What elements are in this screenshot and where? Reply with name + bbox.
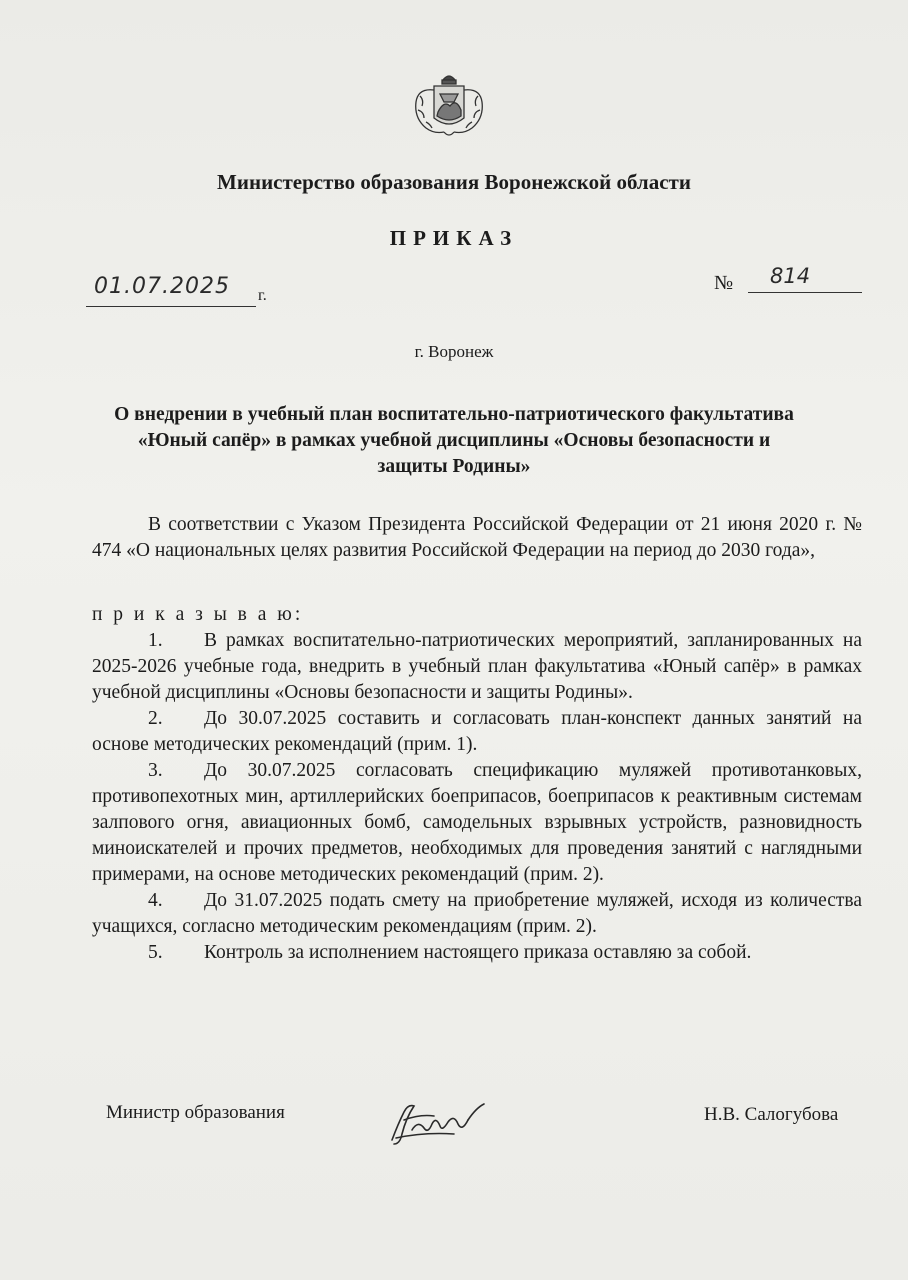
preamble: В соответствии с Указом Президента Российской Федерации от 21 июня 2020 г. № 474 «О национальных целях развития Российской Федерации на период до 2030 года», <box>92 514 862 561</box>
item-text: До 30.07.2025 составить и согласовать план-конспект данных занятий на основе методических рекомендаций (прим. 1). <box>92 708 862 755</box>
item-number: 4. <box>148 890 163 911</box>
order-word: п р и к а з ы в а ю: <box>92 604 304 625</box>
ministry-name: Министерство образования Воронежской области <box>217 170 691 194</box>
order-subject: О внедрении в учебный план воспитательно-патриотического факультатива «Юный сапёр» в рамках учебной дисциплины «Основы безопасности и защиты Родины» <box>114 404 794 477</box>
item-number: 3. <box>148 760 163 781</box>
item-text: До 30.07.2025 согласовать спецификацию муляжей противотанковых, противопехотных мин, артиллерийских боеприпасов, боеприпасов к реактивным системам залпового огня, авиационных бомб, самодельных взрывных устройств, разновидность миноискателей и прочих предметов, необходимых для проведения занятий с наглядными примерами, на основе методических рекомендаций (прим. 2). <box>92 760 862 885</box>
item-number: 1. <box>148 630 163 651</box>
order-item <box>92 706 862 758</box>
item-text: До 31.07.2025 подать смету на приобретение муляжей, исходя из количества учащихся, согласно методическим рекомендациям (прим. 2). <box>92 890 862 937</box>
order-item <box>92 888 862 940</box>
signatory-name: Н.В. Салогубова <box>704 1104 839 1125</box>
item-text: В рамках воспитательно-патриотических мероприятий, запланированных на 2025-2026 учебные года, внедрить в учебный план факультатива «Юный сапёр» в рамках учебной дисциплины «Основы безопасности и защиты Родины». <box>92 630 862 703</box>
order-item <box>92 628 862 706</box>
city: г. Воронеж <box>414 342 494 361</box>
order-date: 01.07.2025 <box>94 274 230 299</box>
order-item <box>92 758 862 888</box>
order-number: 814 <box>770 264 811 288</box>
signatory-title: Министр образования <box>106 1102 285 1123</box>
order-items <box>92 628 862 966</box>
item-number: 5. <box>148 942 163 963</box>
number-label: № <box>714 272 734 294</box>
order-title: ПРИКАЗ <box>389 226 519 250</box>
order-item <box>92 940 862 966</box>
coat-of-arms-icon <box>404 70 494 146</box>
item-number: 2. <box>148 708 163 729</box>
date-suffix: г. <box>258 287 267 304</box>
handwritten-signature-icon <box>384 1094 496 1148</box>
item-text: Контроль за исполнением настоящего приказа оставляю за собой. <box>204 942 752 963</box>
